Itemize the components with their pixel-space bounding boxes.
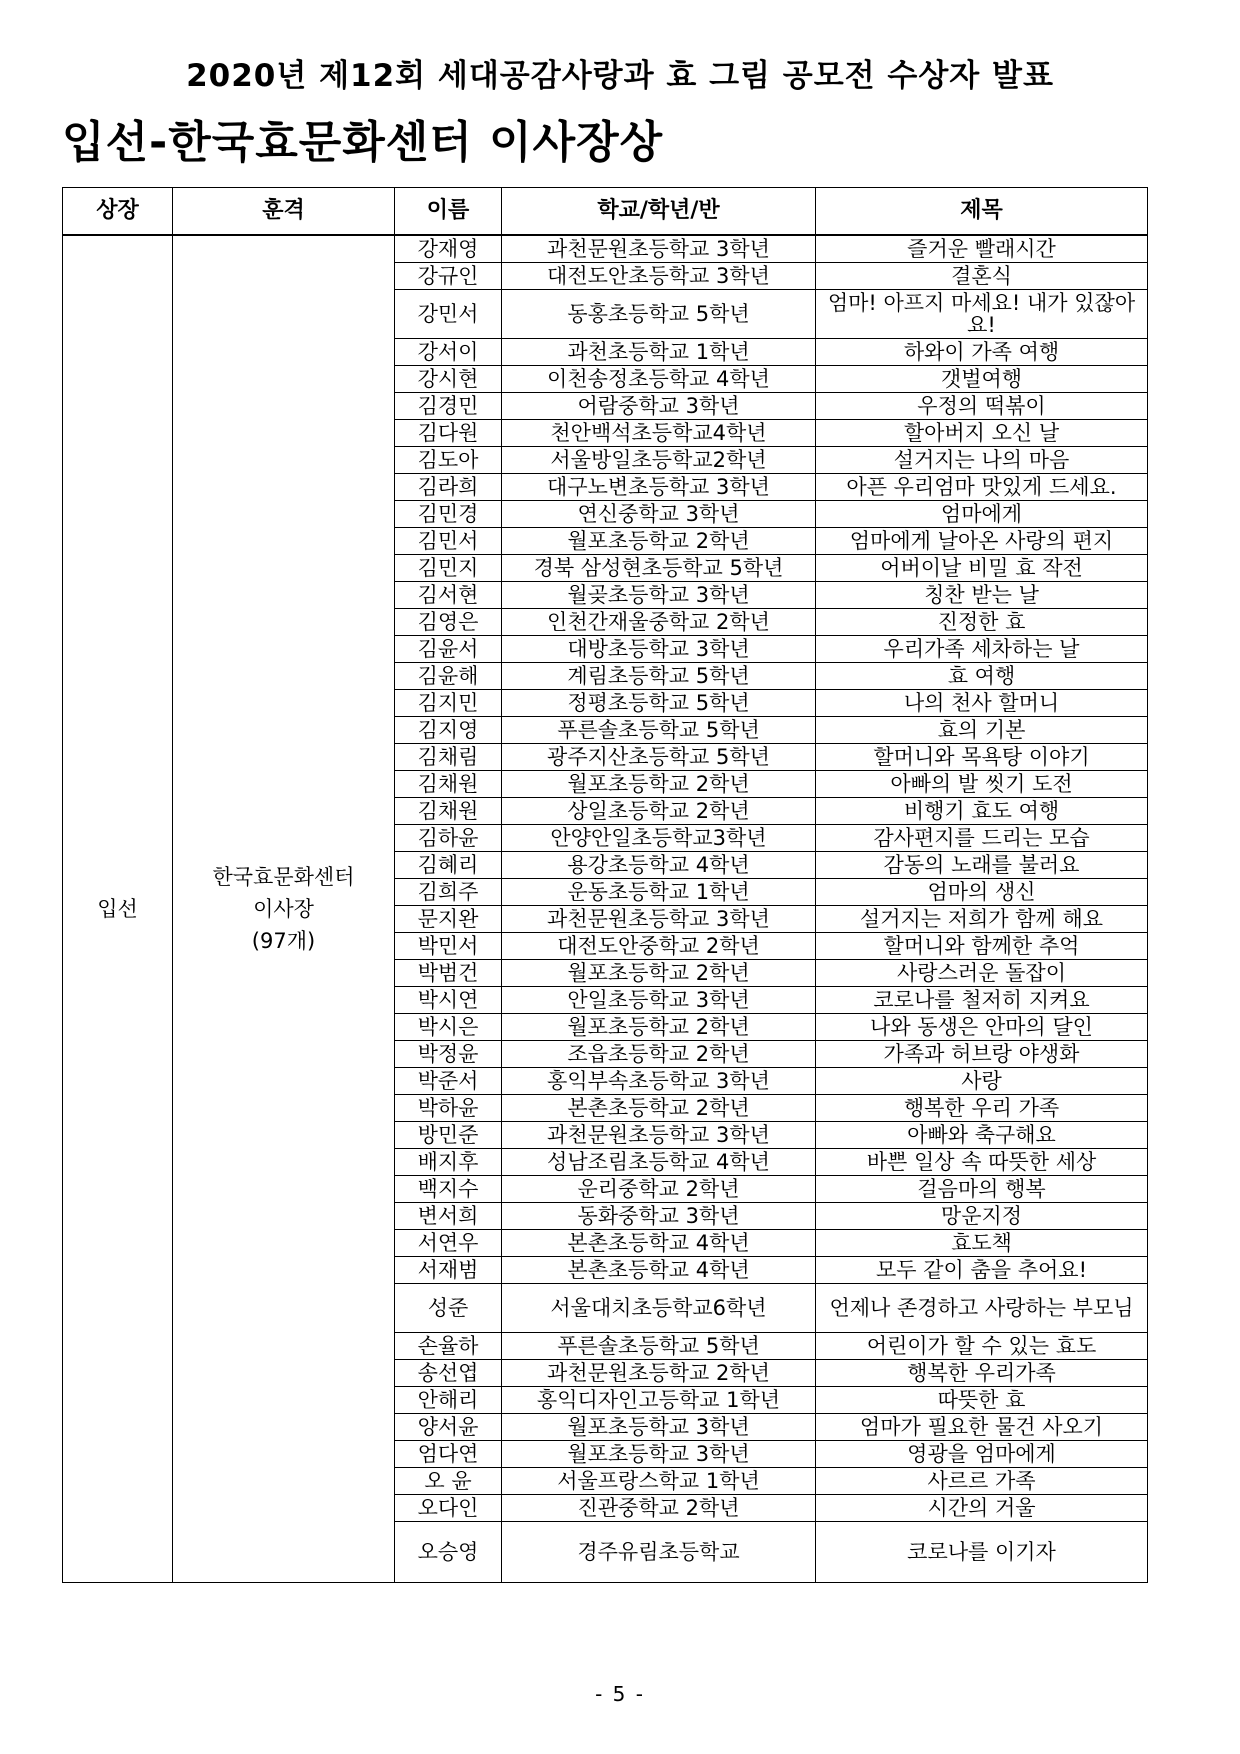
- rank-line: (97개): [251, 929, 316, 953]
- title-cell: 언제나 존경하고 사랑하는 부모님: [816, 1284, 1148, 1333]
- school-cell: 서울대치초등학교6학년: [502, 1284, 816, 1333]
- name-cell: 강규인: [395, 263, 502, 290]
- title-cell: 엄마의 생신: [816, 879, 1148, 906]
- title-cell: 아빠의 발 씻기 도전: [816, 771, 1148, 798]
- school-cell: 월포초등학교 2학년: [502, 960, 816, 987]
- school-cell: 과천문원초등학교 2학년: [502, 1360, 816, 1387]
- name-cell: 김영은: [395, 609, 502, 636]
- school-cell: 경주유림초등학교: [502, 1522, 816, 1583]
- title-cell: 코로나를 철저히 지켜요: [816, 987, 1148, 1014]
- name-cell: 송선엽: [395, 1360, 502, 1387]
- title-cell: 영광을 엄마에게: [816, 1441, 1148, 1468]
- title-cell: 엄마에게 날아온 사랑의 편지: [816, 528, 1148, 555]
- name-cell: 박범건: [395, 960, 502, 987]
- school-cell: 인천간재울중학교 2학년: [502, 609, 816, 636]
- section-title: 입선-한국효문화센터 이사장상: [62, 117, 664, 168]
- title-cell: 코로나를 이기자: [816, 1522, 1148, 1583]
- title-cell: 아픈 우리엄마 맛있게 드세요.: [816, 474, 1148, 501]
- name-cell: 박하윤: [395, 1095, 502, 1122]
- title-cell: 나와 동생은 안마의 달인: [816, 1014, 1148, 1041]
- school-cell: 동홍초등학교 5학년: [502, 290, 816, 339]
- name-cell: 박시은: [395, 1014, 502, 1041]
- title-cell: 우정의 떡볶이: [816, 393, 1148, 420]
- title-cell: 우리가족 세차하는 날: [816, 636, 1148, 663]
- school-cell: 푸른솔초등학교 5학년: [502, 717, 816, 744]
- name-cell: 김서현: [395, 582, 502, 609]
- school-cell: 경북 삼성현초등학교 5학년: [502, 555, 816, 582]
- name-cell: 오 윤: [395, 1468, 502, 1495]
- school-cell: 대방초등학교 3학년: [502, 636, 816, 663]
- name-cell: 김경민: [395, 393, 502, 420]
- name-cell: 김라희: [395, 474, 502, 501]
- name-cell: 김민서: [395, 528, 502, 555]
- name-cell: 손율하: [395, 1333, 502, 1360]
- school-cell: 천안백석초등학교4학년: [502, 420, 816, 447]
- school-cell: 본촌초등학교 2학년: [502, 1095, 816, 1122]
- title-cell: 즐거운 빨래시간: [816, 235, 1148, 263]
- name-cell: 김하윤: [395, 825, 502, 852]
- name-cell: 변서희: [395, 1203, 502, 1230]
- title-cell: 엄마! 아프지 마세요! 내가 있잖아요!: [816, 290, 1148, 339]
- name-cell: 김채원: [395, 771, 502, 798]
- school-cell: 본촌초등학교 4학년: [502, 1230, 816, 1257]
- rank-line: 이사장: [253, 897, 314, 921]
- rank-cell: [173, 235, 395, 1583]
- name-cell: 김지민: [395, 690, 502, 717]
- name-cell: 방민준: [395, 1122, 502, 1149]
- title-cell: 나의 천사 할머니: [816, 690, 1148, 717]
- school-cell: 상일초등학교 2학년: [502, 798, 816, 825]
- title-cell: 효 여행: [816, 663, 1148, 690]
- school-cell: 정평초등학교 5학년: [502, 690, 816, 717]
- school-cell: 과천초등학교 1학년: [502, 339, 816, 366]
- name-cell: 김지영: [395, 717, 502, 744]
- name-cell: 엄다연: [395, 1441, 502, 1468]
- name-cell: 김민경: [395, 501, 502, 528]
- school-cell: 본촌초등학교 4학년: [502, 1257, 816, 1284]
- name-cell: 김윤해: [395, 663, 502, 690]
- title-cell: 걸음마의 행복: [816, 1176, 1148, 1203]
- school-cell: 월곶초등학교 3학년: [502, 582, 816, 609]
- title-cell: 엄마에게: [816, 501, 1148, 528]
- name-cell: 양서윤: [395, 1414, 502, 1441]
- school-cell: 과천문원초등학교 3학년: [502, 1122, 816, 1149]
- school-cell: 대전도안중학교 2학년: [502, 933, 816, 960]
- title-cell: 할아버지 오신 날: [816, 420, 1148, 447]
- title-cell: 갯벌여행: [816, 366, 1148, 393]
- school-cell: 조읍초등학교 2학년: [502, 1041, 816, 1068]
- school-cell: 어람중학교 3학년: [502, 393, 816, 420]
- title-cell: 어린이가 할 수 있는 효도: [816, 1333, 1148, 1360]
- name-cell: 김윤서: [395, 636, 502, 663]
- page-number: - 5 -: [595, 1682, 645, 1706]
- title-cell: 감동의 노래를 불러요: [816, 852, 1148, 879]
- header-school: 학교/학년/반: [502, 188, 816, 236]
- name-cell: 김희주: [395, 879, 502, 906]
- school-cell: 용강초등학교 4학년: [502, 852, 816, 879]
- name-cell: 강서이: [395, 339, 502, 366]
- school-cell: 진관중학교 2학년: [502, 1495, 816, 1522]
- school-cell: 광주지산초등학교 5학년: [502, 744, 816, 771]
- name-cell: 안해리: [395, 1387, 502, 1414]
- title-cell: 설거지는 저희가 함께 해요: [816, 906, 1148, 933]
- title-cell: 엄마가 필요한 물건 사오기: [816, 1414, 1148, 1441]
- school-cell: 과천문원초등학교 3학년: [502, 235, 816, 263]
- title-cell: 결혼식: [816, 263, 1148, 290]
- school-cell: 대전도안초등학교 3학년: [502, 263, 816, 290]
- title-cell: 행복한 우리가족: [816, 1360, 1148, 1387]
- award-cell: 입선: [63, 235, 173, 1583]
- name-cell: 김채림: [395, 744, 502, 771]
- title-cell: 가족과 허브랑 야생화: [816, 1041, 1148, 1068]
- name-cell: 오다인: [395, 1495, 502, 1522]
- title-cell: 사랑스러운 돌잡이: [816, 960, 1148, 987]
- title-cell: 시간의 거울: [816, 1495, 1148, 1522]
- name-cell: 강시현: [395, 366, 502, 393]
- rank-line: 한국효문화센터: [212, 865, 355, 889]
- title-cell: 할머니와 목욕탕 이야기: [816, 744, 1148, 771]
- title-cell: 바쁜 일상 속 따뜻한 세상: [816, 1149, 1148, 1176]
- school-cell: 서울프랑스학교 1학년: [502, 1468, 816, 1495]
- name-cell: 문지완: [395, 906, 502, 933]
- table-body: [63, 235, 1148, 1583]
- title-cell: 효의 기본: [816, 717, 1148, 744]
- title-cell: 칭찬 받는 날: [816, 582, 1148, 609]
- title-cell: 사랑: [816, 1068, 1148, 1095]
- title-cell: 어버이날 비밀 효 작전: [816, 555, 1148, 582]
- school-cell: 운동초등학교 1학년: [502, 879, 816, 906]
- school-cell: 서울방일초등학교2학년: [502, 447, 816, 474]
- awards-table: [62, 187, 1148, 1583]
- name-cell: 김도아: [395, 447, 502, 474]
- header-award: 상장: [63, 188, 173, 236]
- title-cell: 진정한 효: [816, 609, 1148, 636]
- name-cell: 박민서: [395, 933, 502, 960]
- title-cell: 설거지는 나의 마음: [816, 447, 1148, 474]
- name-cell: 서재범: [395, 1257, 502, 1284]
- name-cell: 박준서: [395, 1068, 502, 1095]
- school-cell: 계림초등학교 5학년: [502, 663, 816, 690]
- school-cell: 월포초등학교 2학년: [502, 528, 816, 555]
- title-cell: 모두 같이 춤을 추어요!: [816, 1257, 1148, 1284]
- name-cell: 김민지: [395, 555, 502, 582]
- school-cell: 안일초등학교 3학년: [502, 987, 816, 1014]
- name-cell: 성준: [395, 1284, 502, 1333]
- school-cell: 과천문원초등학교 3학년: [502, 906, 816, 933]
- school-cell: 안양안일초등학교3학년: [502, 825, 816, 852]
- header-title: 제목: [816, 188, 1148, 236]
- school-cell: 월포초등학교 3학년: [502, 1441, 816, 1468]
- school-cell: 운리중학교 2학년: [502, 1176, 816, 1203]
- school-cell: 월포초등학교 3학년: [502, 1414, 816, 1441]
- title-cell: 할머니와 함께한 추억: [816, 933, 1148, 960]
- table-row: [63, 235, 1148, 263]
- name-cell: 김채원: [395, 798, 502, 825]
- school-cell: 성남조림초등학교 4학년: [502, 1149, 816, 1176]
- title-cell: 효도책: [816, 1230, 1148, 1257]
- header-name: 이름: [395, 188, 502, 236]
- school-cell: 월포초등학교 2학년: [502, 771, 816, 798]
- school-cell: 연신중학교 3학년: [502, 501, 816, 528]
- title-cell: 하와이 가족 여행: [816, 339, 1148, 366]
- document-title: 2020년 제12회 세대공감사랑과 효 그림 공모전 수상자 발표: [186, 58, 1054, 94]
- name-cell: 오승영: [395, 1522, 502, 1583]
- name-cell: 서연우: [395, 1230, 502, 1257]
- title-cell: 감사편지를 드리는 모습: [816, 825, 1148, 852]
- school-cell: 대구노변초등학교 3학년: [502, 474, 816, 501]
- title-cell: 비행기 효도 여행: [816, 798, 1148, 825]
- name-cell: 김혜리: [395, 852, 502, 879]
- school-cell: 홍익디자인고등학교 1학년: [502, 1387, 816, 1414]
- name-cell: 박정윤: [395, 1041, 502, 1068]
- name-cell: 배지후: [395, 1149, 502, 1176]
- school-cell: 월포초등학교 2학년: [502, 1014, 816, 1041]
- school-cell: 홍익부속초등학교 3학년: [502, 1068, 816, 1095]
- title-cell: 사르르 가족: [816, 1468, 1148, 1495]
- title-cell: 따뜻한 효: [816, 1387, 1148, 1414]
- school-cell: 이천송정초등학교 4학년: [502, 366, 816, 393]
- header-rank: 훈격: [173, 188, 395, 236]
- title-cell: 망운지정: [816, 1203, 1148, 1230]
- title-cell: 아빠와 축구해요: [816, 1122, 1148, 1149]
- school-cell: 동화중학교 3학년: [502, 1203, 816, 1230]
- name-cell: 박시연: [395, 987, 502, 1014]
- school-cell: 푸른솔초등학교 5학년: [502, 1333, 816, 1360]
- name-cell: 강민서: [395, 290, 502, 339]
- name-cell: 백지수: [395, 1176, 502, 1203]
- title-cell: 행복한 우리 가족: [816, 1095, 1148, 1122]
- name-cell: 강재영: [395, 235, 502, 263]
- name-cell: 김다원: [395, 420, 502, 447]
- header-row: [63, 188, 1148, 236]
